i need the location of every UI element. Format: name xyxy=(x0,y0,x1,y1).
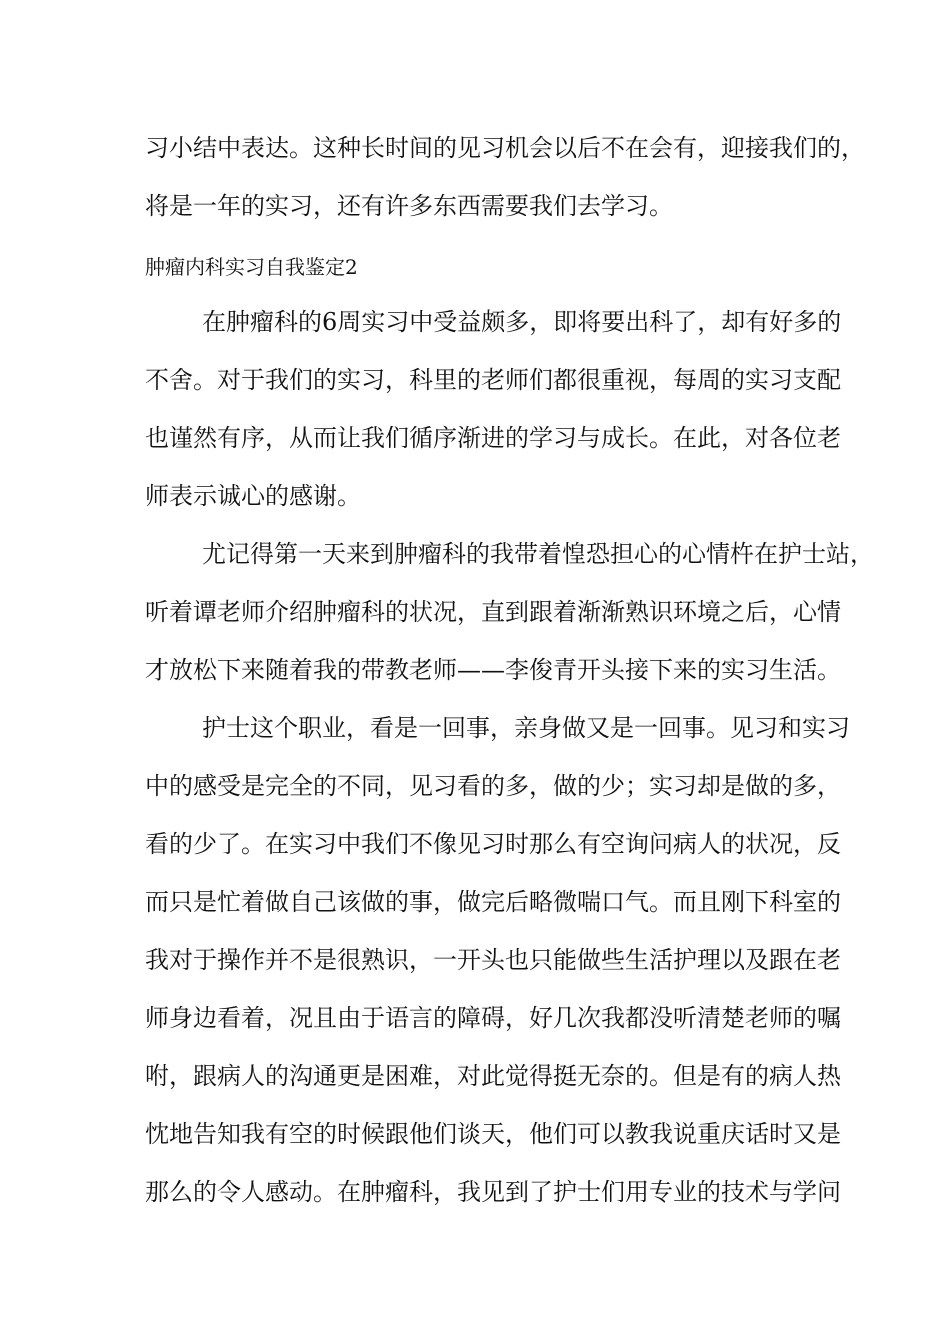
text-line: 也谨然有序，从而让我们循序渐进的学习与成长。在此，对各位老 xyxy=(145,424,841,452)
text-line: 护士这个职业，看是一回事，亲身做又是一回事。见习和实习 xyxy=(202,714,850,742)
text-line: 听着谭老师介绍肿瘤科的状况，直到跟着渐渐熟识环境之后，心情 xyxy=(145,598,841,626)
text-line: 师表示诚心的感谢。 xyxy=(145,482,361,510)
section-heading: 肿瘤内科实习自我鉴定2 xyxy=(145,255,358,279)
text-line: 中的感受是完全的不同，见习看的多，做的少；实习却是做的多， xyxy=(145,772,841,800)
text-line: 咐，跟病人的沟通更是困难，对此觉得挺无奈的。但是有的病人热 xyxy=(145,1062,841,1090)
text-line: 才放松下来随着我的带教老师——李俊青开头接下来的实习生活。 xyxy=(145,656,841,684)
text-line: 尤记得第一天来到肿瘤科的我带着惶恐担心的心情杵在护士站， xyxy=(202,540,874,568)
text-line: 看的少了。在实习中我们不像见习时那么有空询问病人的状况，反 xyxy=(145,830,841,858)
text-line: 师身边看着，况且由于语言的障碍，好几次我都没听清楚老师的嘱 xyxy=(145,1004,841,1032)
text-line: 将是一年的实习，还有许多东西需要我们去学习。 xyxy=(145,192,673,220)
text-line: 不舍。对于我们的实习，科里的老师们都很重视，每周的实习支配 xyxy=(145,366,841,394)
text-line: 在肿瘤科的6周实习中受益颇多，即将要出科了，却有好多的 xyxy=(202,308,842,336)
text-line: 习小结中表达。这种长时间的见习机会以后不在会有，迎接我们的， xyxy=(145,134,865,162)
text-line: 那么的令人感动。在肿瘤科，我见到了护士们用专业的技术与学问 xyxy=(145,1178,841,1206)
text-line: 我对于操作并不是很熟识，一开头也只能做些生活护理以及跟在老 xyxy=(145,946,841,974)
text-line: 忱地告知我有空的时候跟他们谈天，他们可以教我说重庆话时又是 xyxy=(145,1120,841,1148)
text-line: 而只是忙着做自己该做的事，做完后略微喘口气。而且刚下科室的 xyxy=(145,888,841,916)
